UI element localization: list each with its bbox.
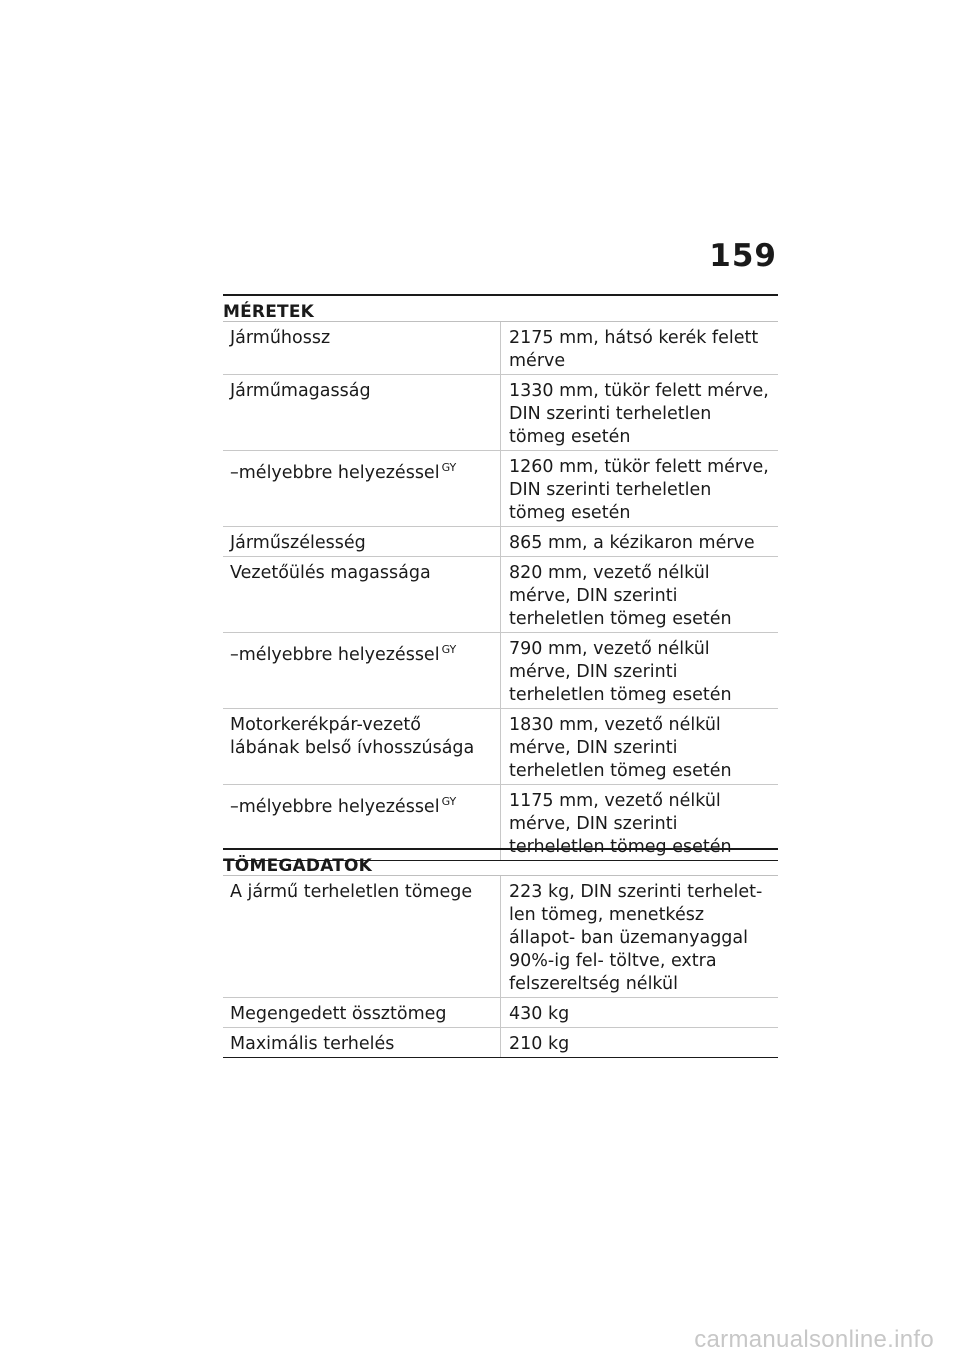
dimensions-table bbox=[223, 322, 778, 861]
country-marker: GY bbox=[441, 461, 457, 474]
spec-value: 223 kg, DIN szerinti terhelet- len tömeg, menetkész állapot- ban üzemanyaggal 90%-ig fel- töltve, extra felszereltség nélkül bbox=[501, 876, 779, 998]
country-marker: GY bbox=[441, 643, 457, 656]
table-row bbox=[223, 557, 778, 633]
spec-label-cell bbox=[223, 709, 501, 785]
dimensions-title: MÉRETEK bbox=[223, 294, 778, 322]
spec-label: –mélyebbre helyezéssel bbox=[230, 463, 440, 483]
spec-label-cell bbox=[223, 557, 501, 633]
table-row bbox=[223, 633, 778, 709]
spec-label: –mélyebbre helyezéssel bbox=[230, 645, 440, 665]
spec-label: Maximális terhelés bbox=[230, 1034, 395, 1054]
table-row bbox=[223, 1028, 778, 1058]
table-row bbox=[223, 998, 778, 1028]
table-row bbox=[223, 322, 778, 375]
table-row bbox=[223, 375, 778, 451]
spec-label-cell bbox=[223, 322, 501, 375]
table-row bbox=[223, 451, 778, 527]
spec-value: 865 mm, a kézikaron mérve bbox=[501, 527, 779, 557]
spec-label: Vezetőülés magassága bbox=[230, 563, 431, 583]
spec-label: Járműhossz bbox=[230, 328, 331, 348]
weights-section bbox=[223, 848, 778, 1058]
spec-label-cell bbox=[223, 375, 501, 451]
spec-label-cell bbox=[223, 451, 501, 527]
spec-label: Járműszélesség bbox=[230, 533, 366, 553]
table-row bbox=[223, 876, 778, 998]
spec-value: 1175 mm, vezető nélkül mérve, DIN szerinti terheletlen tömeg esetén bbox=[501, 785, 779, 861]
spec-value: 1830 mm, vezető nélkül mérve, DIN szerinti terheletlen tömeg esetén bbox=[501, 709, 779, 785]
weights-table bbox=[223, 876, 778, 1058]
spec-label-cell bbox=[223, 998, 501, 1028]
spec-value: 1260 mm, tükör felett mérve, DIN szerinti terheletlen tömeg esetén bbox=[501, 451, 779, 527]
spec-label: Motorkerékpár-vezető lábának belső ívhosszúsága bbox=[230, 715, 475, 758]
spec-value: 820 mm, vezető nélkül mérve, DIN szerinti terheletlen tömeg esetén bbox=[501, 557, 779, 633]
table-row bbox=[223, 709, 778, 785]
spec-label: Megengedett össztömeg bbox=[230, 1004, 447, 1024]
spec-label: Járműmagasság bbox=[230, 381, 371, 401]
dimensions-section bbox=[223, 294, 778, 861]
spec-label-cell bbox=[223, 1028, 501, 1058]
country-marker: GY bbox=[441, 795, 457, 808]
spec-value: 790 mm, vezető nélkül mérve, DIN szerinti terheletlen tömeg esetén bbox=[501, 633, 779, 709]
spec-value: 210 kg bbox=[501, 1028, 779, 1058]
spec-label: –mélyebbre helyezéssel bbox=[230, 797, 440, 817]
spec-label-cell bbox=[223, 527, 501, 557]
spec-label-cell bbox=[223, 633, 501, 709]
page-number: 159 bbox=[709, 238, 777, 274]
weights-title: TÖMEGADATOK bbox=[223, 848, 778, 876]
spec-value: 2175 mm, hátsó kerék felett mérve bbox=[501, 322, 779, 375]
watermark: carmanualsonline.info bbox=[694, 1326, 934, 1353]
spec-value: 430 kg bbox=[501, 998, 779, 1028]
table-row bbox=[223, 527, 778, 557]
spec-value: 1330 mm, tükör felett mérve, DIN szerinti terheletlen tömeg esetén bbox=[501, 375, 779, 451]
spec-label: A jármű terheletlen tömege bbox=[230, 882, 473, 902]
spec-label-cell bbox=[223, 876, 501, 998]
